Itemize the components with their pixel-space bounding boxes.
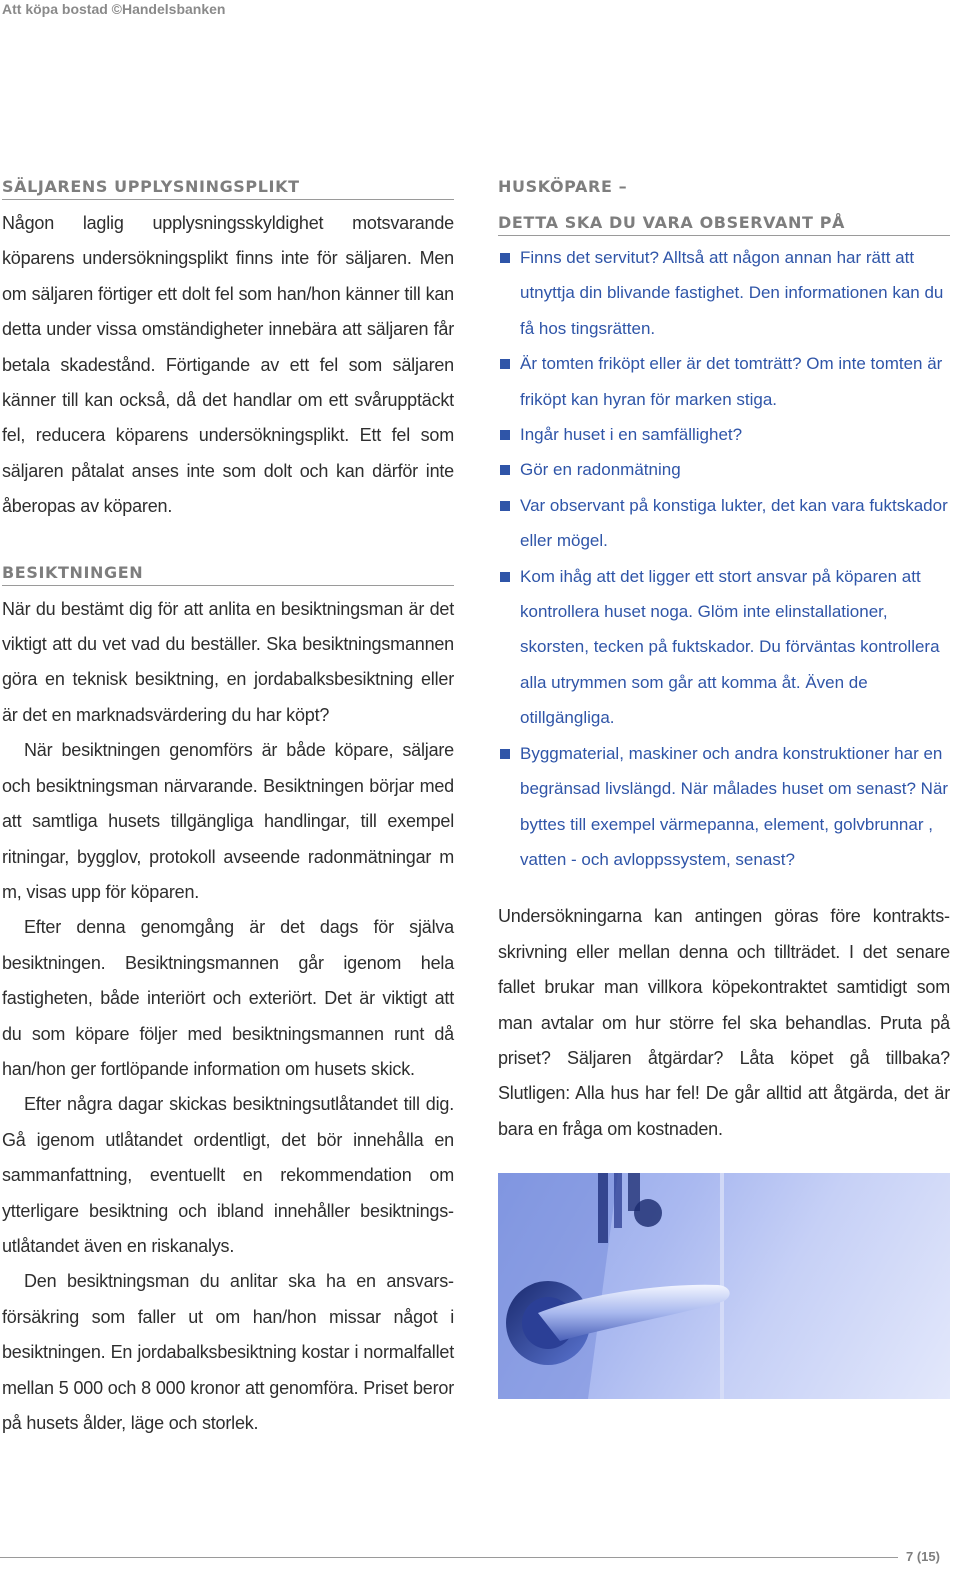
- paragraph: Efter denna genomgång är det dags för själva besiktningen. Besiktningsmannen går igenom hela fastigheten, både interiört och exteriört. Det är viktigt att du som köpare följer med besiktningsmannen runt då han/hon ger fortlöpande information om husets skick.: [2, 917, 454, 1079]
- paragraph: Undersökningarna kan antingen göras före kontraktsskrivning eller mellan denna och tillträdet. I det senare fallet brukar man villkora köpekontraktet samtidigt som man avtalar om hur större fel ska behandlas. Pruta på priset? Säljaren åtgärdar? Låta köpet gå tillbaka? Slutligen: Alla hus har fel! De går alltid att åtgärda, det är bara en fråga om kostnaden.: [498, 906, 950, 1139]
- square-bullet-icon: [500, 430, 510, 440]
- checklist-item: Var observant på konstiga lukter, det kan vara fuktskador eller mögel.: [498, 488, 950, 559]
- running-title: Att köpa bostad ©Handelsbanken: [2, 1, 226, 17]
- page-number: 7 (15): [906, 1549, 940, 1564]
- checklist-item: Kom ihåg att det ligger ett stort ansvar på köparen att kontrollera huset noga. Glöm inte elinstallationer, skorsten, tecken på fuktskador. Du förväntas kontrollera alla utrymmen som går att komma åt. Även de otillgängliga.: [498, 559, 950, 736]
- square-bullet-icon: [500, 501, 510, 511]
- checklist-title-line-1: HUSKÖPARE –: [498, 177, 628, 196]
- section-title-upplysningsplikt: SÄLJARENS UPPLYSNINGSPLIKT: [2, 175, 454, 200]
- checklist-item: Finns det servitut? Alltså att någon annan har rätt att utnyttja din blivande fastighet. Den informationen kan du få hos tingsrätten.: [498, 240, 950, 346]
- paragraph: Efter några dagar skickas besiktningsutlåtandet till dig. Gå igenom utlåtandet ordentligt, det bör innehålla en sammanfattning, eventuellt en rekommendation om ytterligare besiktning och ibland innehåller besiktningsutlåtandet även en riskanalys.: [2, 1094, 454, 1256]
- square-bullet-icon: [500, 465, 510, 475]
- checklist-title-line-2: DETTA SKA DU VARA OBSERVANT PÅ: [498, 211, 950, 236]
- square-bullet-icon: [500, 749, 510, 759]
- checklist-item: Byggmaterial, maskiner och andra konstruktioner har en begränsad livslängd. När målades huset om senast? När byttes till exempel värmepanna, element, golvbrunnar , vatten - och avloppssystem, senast?: [498, 736, 950, 878]
- paragraph: Någon laglig upplysningsskyldighet motsvarande köparens undersökningsplikt finns inte för säljaren. Men om säljaren förtiger ett dolt fel som han/hon känner till kan detta under vissa omständigheter innebära att säljaren får betala skadestånd. Förtigande av ett fel som säljaren känner till kan också, då det handlar om ett svårupptäckt fel, reducera köparens undersökningsplikt. Ett fel som säljaren påtalat anses inte som dolt och kan därför inte åberopas av köparen.: [2, 213, 454, 517]
- checklist-item: Gör en radonmätning: [498, 452, 950, 487]
- right-column: [498, 175, 950, 1399]
- paragraph: Den besiktningsman du anlitar ska ha en ansvarsförsäkring som faller ut om han/hon missar något i besiktningen. En jordabalksbesiktning kostar i normalfallet mellan 5 000 och 8 000 kronor att genomföra. Priset beror på husets ålder, läge och storlek.: [2, 1271, 454, 1433]
- square-bullet-icon: [500, 253, 510, 263]
- left-column: [2, 175, 454, 1441]
- door-handle-photo: [498, 1173, 950, 1399]
- section-title-besiktningen: BESIKTNINGEN: [2, 561, 454, 586]
- paragraph: När besiktningen genomförs är både köpare, säljare och besiktningsman närvarande. Besiktningen börjar med att samtliga husets tillgängliga handlingar, till exempel ritningar, bygglov, protokoll avseende radonmätningar m m, visas upp för köparen.: [2, 740, 454, 902]
- square-bullet-icon: [500, 572, 510, 582]
- checklist: [498, 240, 950, 877]
- door-handle-illustration: [498, 1173, 950, 1399]
- checklist-item: Ingår huset i en samfällighet?: [498, 417, 950, 452]
- square-bullet-icon: [500, 359, 510, 369]
- checklist-item: Är tomten friköpt eller är det tomträtt? Om inte tomten är friköpt kan hyran för marken stiga.: [498, 346, 950, 417]
- footer-rule: [0, 1557, 898, 1558]
- paragraph: När du bestämt dig för att anlita en besiktningsman är det viktigt att du vet vad du beställer. Ska besiktningsmannen göra en teknisk besiktning, en jordabalksbesiktning eller är det en marknadsvärdering du har köpt?: [2, 598, 454, 725]
